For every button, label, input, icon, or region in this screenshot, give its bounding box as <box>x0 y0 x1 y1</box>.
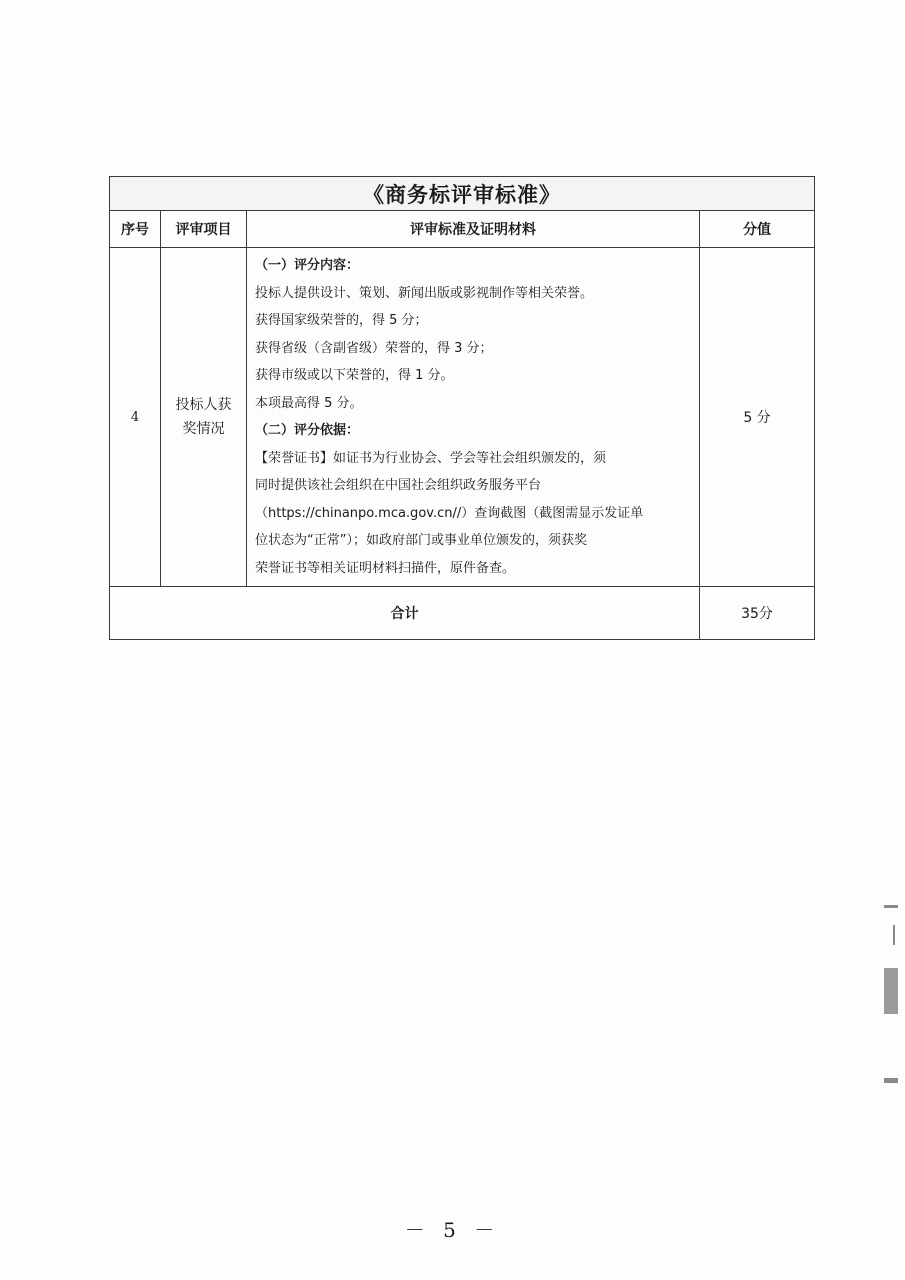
total-row <box>110 587 815 640</box>
total-label: 合计 <box>110 587 700 640</box>
criteria-line: 投标人提供设计、策划、新闻出版或影视制作等相关荣誉。 <box>255 285 594 301</box>
table-row <box>110 248 815 587</box>
total-value: 35分 <box>700 587 815 640</box>
scan-artifact <box>893 925 895 945</box>
row-score: 5 分 <box>700 248 815 587</box>
business-evaluation-table <box>109 176 815 640</box>
criteria-line: 获得市级或以下荣誉的，得 1 分。 <box>255 368 454 383</box>
criteria-line: 获得省级（含副省级）荣誉的，得 3 分； <box>255 340 493 356</box>
criteria-line: （https://chinanpo.mca.gov.cn//）查询截图（截图需显示发证单 <box>255 505 644 521</box>
header-seq: 序号 <box>110 211 161 248</box>
row-item-line: 奖情况 <box>182 421 225 437</box>
criteria-line: 本项最高得 5 分。 <box>255 395 363 411</box>
row-criteria <box>247 248 700 587</box>
table-title: 《商务标评审标准》 <box>110 177 815 211</box>
criteria-heading: （一）评分内容： <box>255 258 360 273</box>
title-row <box>110 177 815 211</box>
row-item-line: 投标人获 <box>175 397 232 413</box>
criteria-line: 获得国家级荣誉的，得 5 分； <box>255 313 428 328</box>
row-seq: 4 <box>110 248 161 587</box>
criteria-line: 荣誉证书等相关证明材料扫描件，原件备查。 <box>255 560 516 576</box>
page-number: － 5 － <box>404 1218 501 1242</box>
scan-artifact <box>884 968 898 1014</box>
scan-artifact <box>884 1078 898 1083</box>
scan-artifact <box>884 905 898 908</box>
header-score: 分值 <box>700 211 815 248</box>
criteria-line: 【荣誉证书】如证书为行业协会、学会等社会组织颁发的，须 <box>255 450 607 466</box>
row-item <box>161 248 247 587</box>
criteria-line: 同时提供该社会组织在中国社会组织政务服务平台 <box>255 478 542 493</box>
criteria-line: 位状态为“正常”）；如政府部门或事业单位颁发的，须获奖 <box>255 533 587 548</box>
criteria-heading: （二）评分依据： <box>255 423 360 438</box>
header-criteria: 评审标准及证明材料 <box>247 211 700 248</box>
header-item: 评审项目 <box>161 211 247 248</box>
header-row <box>110 211 815 248</box>
